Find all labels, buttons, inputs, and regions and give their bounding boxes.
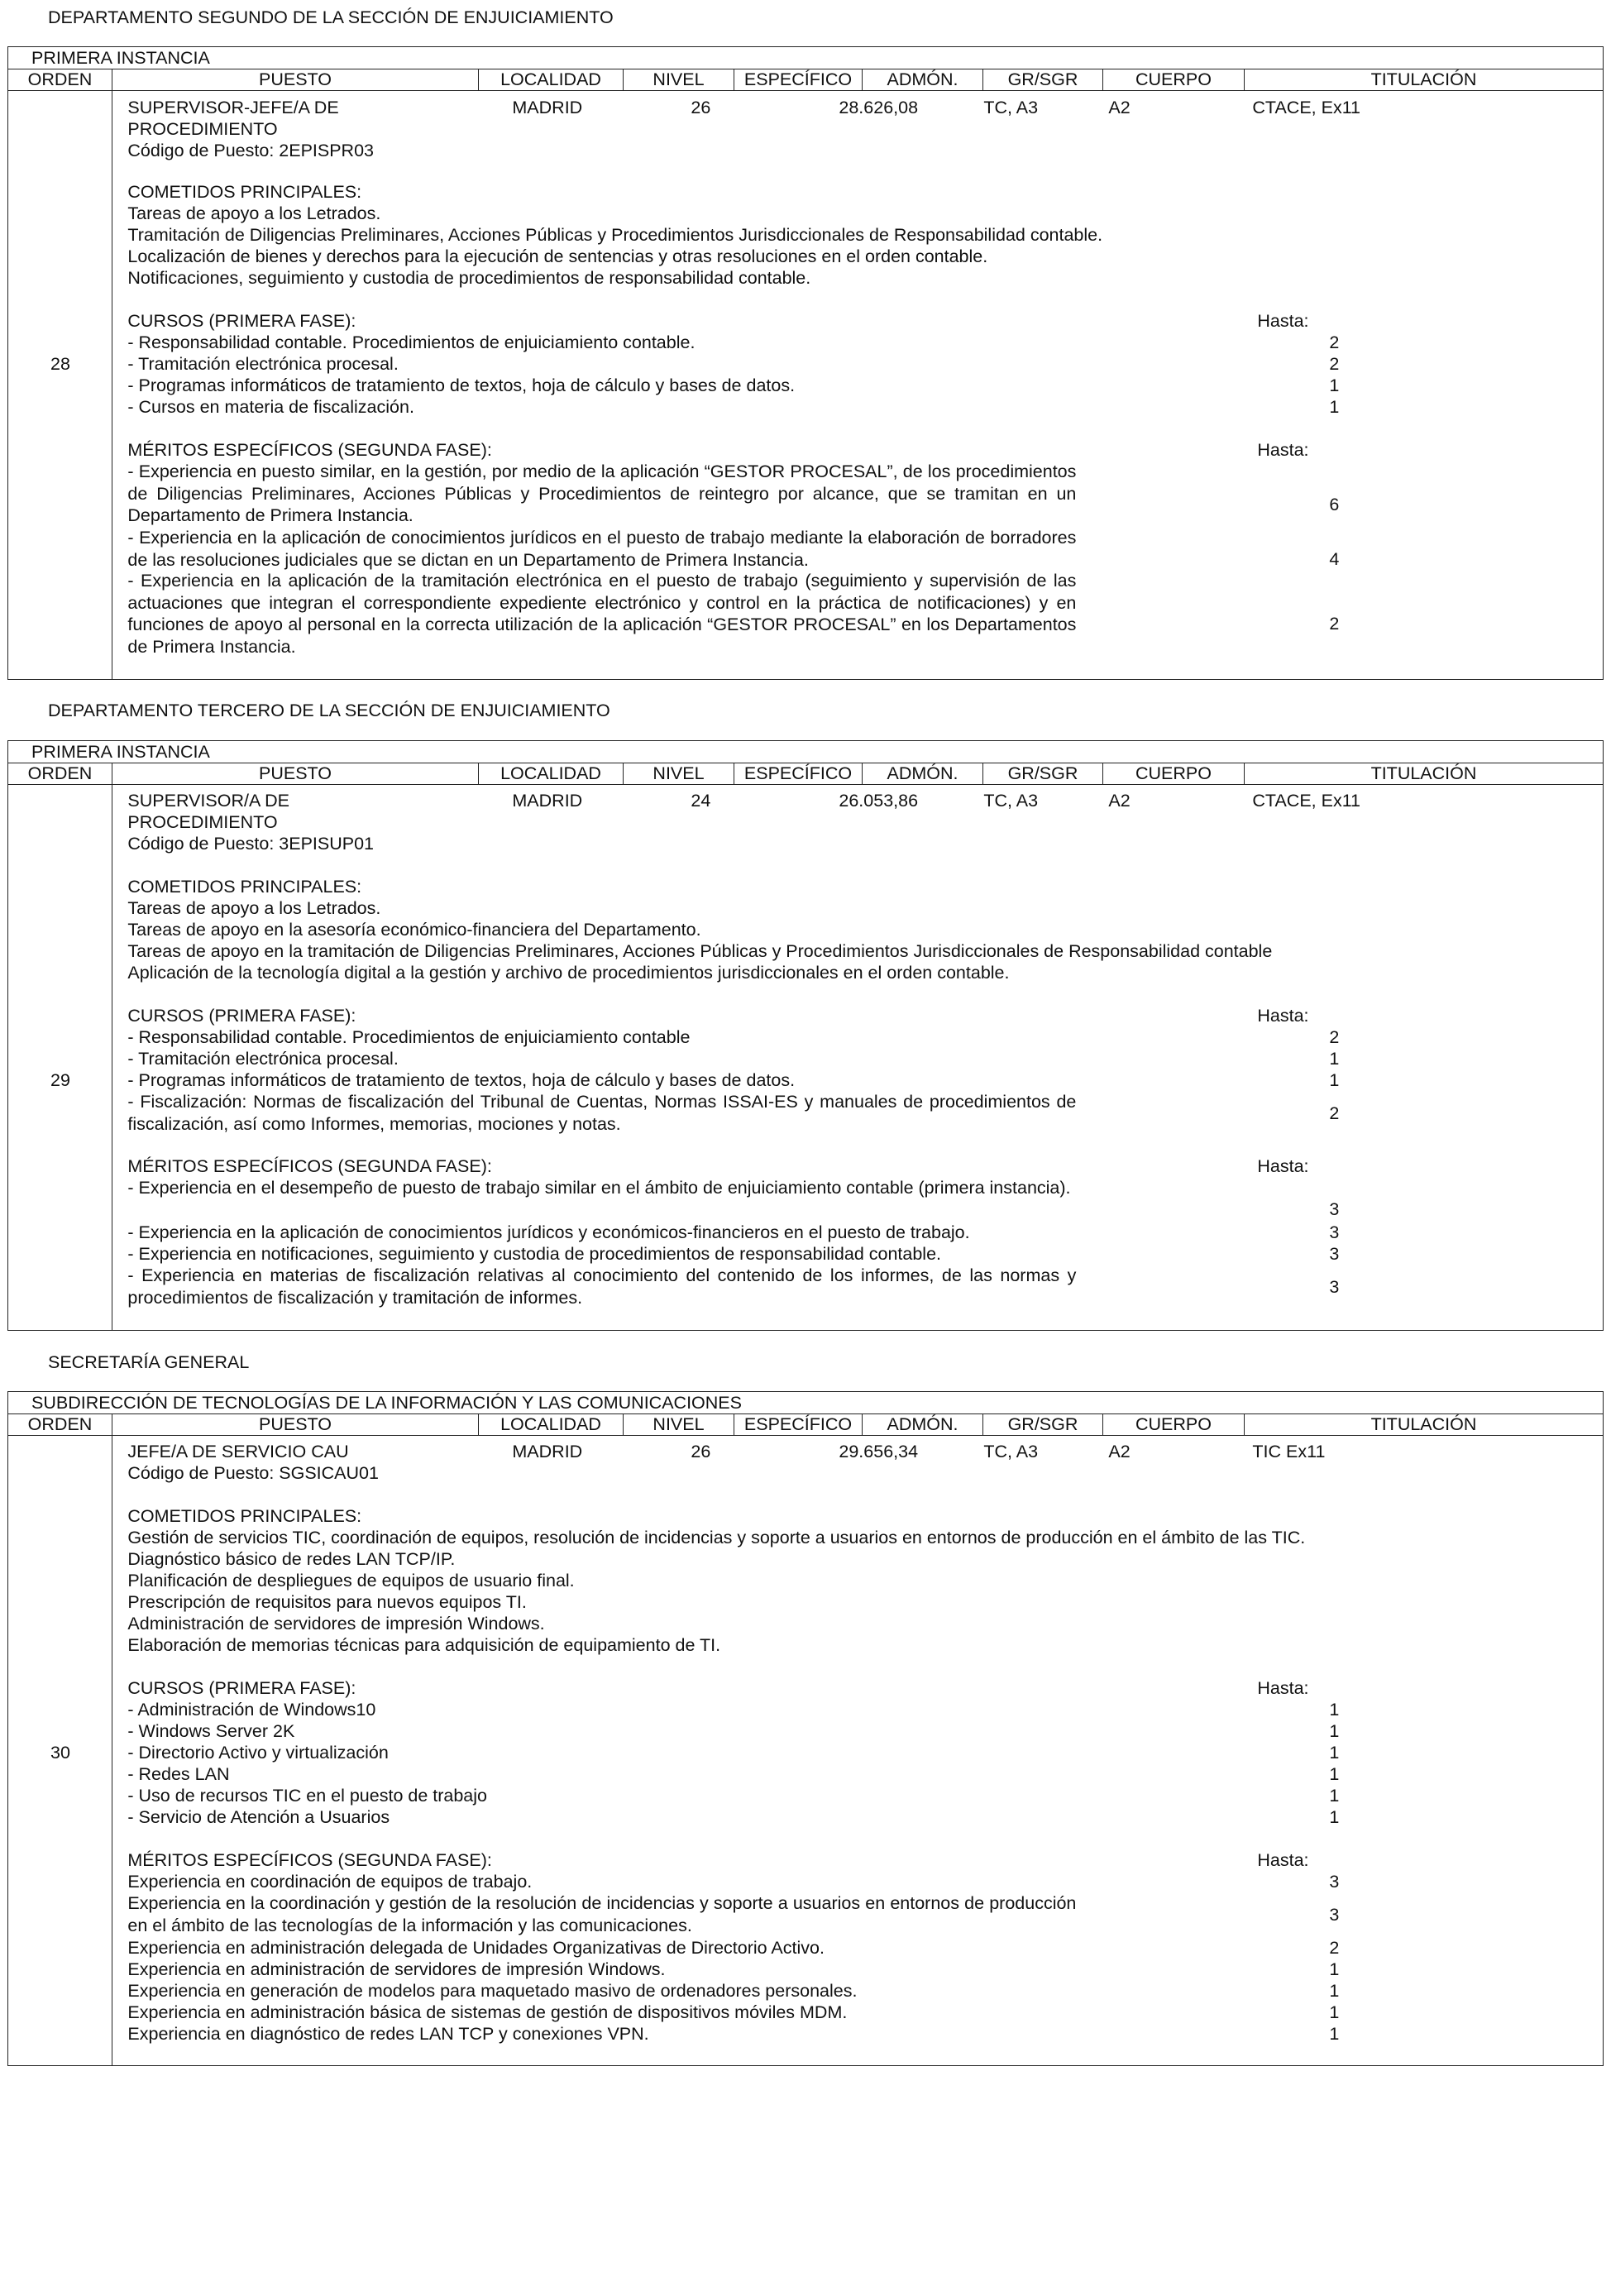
- orden-number: 28: [50, 354, 70, 375]
- department-heading: SECRETARÍA GENERAL: [48, 1352, 250, 1372]
- puesto-line: JEFE/A DE SERVICIO CAU: [127, 1442, 349, 1462]
- curso-item: - Directorio Activo y virtualización: [127, 1743, 389, 1763]
- cometidos-title: COMETIDOS PRINCIPALES:: [127, 182, 362, 203]
- orden-number: 30: [50, 1743, 70, 1763]
- curso-points: 1: [1329, 1049, 1340, 1069]
- puesto-line: Código de Puesto: 3EPISUP01: [127, 834, 374, 854]
- cometido-line: Prescripción de requisitos para nuevos equipos TI.: [127, 1592, 527, 1613]
- merito-points: 3: [1329, 1872, 1340, 1892]
- column-header: LOCALIDAD: [479, 69, 624, 90]
- merito-item: Experiencia en administración de servidores de impresión Windows.: [127, 1959, 666, 1980]
- merito-item: Experiencia en administración delegada de Unidades Organizativas de Directorio Activo.: [127, 1938, 825, 1959]
- curso-item: - Responsabilidad contable. Procedimientos de enjuiciamiento contable: [127, 1027, 691, 1048]
- merito-item: - Experiencia en la aplicación de conocimientos jurídicos en el puesto de trabajo mediante la elaboración de borradores de las resoluciones judiciales que se dictan en un Departamento de Primera Instancia.: [127, 528, 1077, 570]
- hasta-label: Hasta:: [1257, 311, 1309, 332]
- department-heading: DEPARTAMENTO SEGUNDO DE LA SECCIÓN DE ENJUICIAMIENTO: [48, 7, 614, 27]
- field-cuerpo: CTACE, Ex11: [1252, 98, 1361, 118]
- meritos-title: MÉRITOS ESPECÍFICOS (SEGUNDA FASE):: [127, 440, 492, 461]
- curso-item: - Tramitación electrónica procesal.: [127, 354, 399, 375]
- column-header: CUERPO: [1103, 763, 1245, 784]
- curso-points: 1: [1329, 1764, 1340, 1785]
- cometido-line: Localización de bienes y derechos para la ejecución de sentencias y otras resoluciones en el orden contable.: [127, 246, 988, 267]
- cometido-line: Tramitación de Diligencias Preliminares, Acciones Públicas y Procedimientos Jurisdiccionales de Responsabilidad contable.: [127, 225, 1103, 246]
- column-header: GR/SGR: [983, 69, 1103, 90]
- field-localidad: MADRID: [512, 791, 583, 811]
- field-especifico: 28.626,08: [839, 98, 919, 118]
- cursos-title: CURSOS (PRIMERA FASE):: [127, 311, 356, 332]
- column-header: CUERPO: [1103, 1414, 1245, 1435]
- curso-item: - Administración de Windows10: [127, 1700, 376, 1720]
- column-header: ADMÓN.: [863, 1414, 983, 1435]
- column-header: ADMÓN.: [863, 763, 983, 784]
- curso-item: - Cursos en materia de fiscalización.: [127, 397, 414, 418]
- curso-item: - Redes LAN: [127, 1764, 230, 1785]
- curso-points: 1: [1329, 1721, 1340, 1742]
- puesto-line: SUPERVISOR/A DE: [127, 791, 289, 811]
- field-localidad: MADRID: [512, 1442, 583, 1462]
- merito-points: 1: [1329, 2024, 1340, 2045]
- cometido-line: Notificaciones, seguimiento y custodia de procedimientos de responsabilidad contable.: [127, 268, 811, 289]
- puesto-line: Código de Puesto: SGSICAU01: [127, 1463, 379, 1484]
- curso-item: - Tramitación electrónica procesal.: [127, 1049, 399, 1069]
- field-localidad: MADRID: [512, 98, 583, 118]
- column-header: GR/SGR: [983, 1414, 1103, 1435]
- hasta-label: Hasta:: [1257, 1850, 1309, 1871]
- merito-points: 3: [1329, 1905, 1340, 1925]
- cometido-line: Planificación de despliegues de equipos de usuario final.: [127, 1571, 575, 1591]
- field-gr: A2: [1108, 1442, 1131, 1462]
- cursos-title: CURSOS (PRIMERA FASE):: [127, 1678, 356, 1699]
- merito-points: 2: [1329, 614, 1340, 634]
- column-header: TITULACIÓN: [1370, 763, 1477, 783]
- column-header: NIVEL: [624, 1414, 734, 1435]
- curso-item: - Uso de recursos TIC en el puesto de trabajo: [127, 1786, 487, 1806]
- field-admon: TC, A3: [983, 1442, 1039, 1462]
- merito-item: - Experiencia en el desempeño de puesto de trabajo similar en el ámbito de enjuiciamiento contable (primera instancia).: [127, 1178, 1071, 1198]
- field-admon: TC, A3: [983, 98, 1039, 118]
- field-especifico: 26.053,86: [839, 791, 919, 811]
- field-admon: TC, A3: [983, 791, 1039, 811]
- table-header-row: [8, 763, 1603, 785]
- merito-points: 4: [1329, 549, 1340, 570]
- orden-column: [8, 785, 112, 1331]
- orden-number: 29: [50, 1070, 70, 1091]
- column-header: ORDEN: [8, 69, 112, 90]
- merito-item: Experiencia en coordinación de equipos de trabajo.: [127, 1872, 533, 1892]
- merito-points: 1: [1329, 1959, 1340, 1980]
- cometidos-title: COMETIDOS PRINCIPALES:: [127, 877, 362, 897]
- department-heading: DEPARTAMENTO TERCERO DE LA SECCIÓN DE ENJUICIAMIENTO: [48, 701, 610, 720]
- merito-item: - Experiencia en la aplicación de conocimientos jurídicos y económicos-financieros en el puesto de trabajo.: [127, 1222, 970, 1243]
- hasta-label: Hasta:: [1257, 1156, 1309, 1177]
- column-header: NIVEL: [624, 763, 734, 784]
- curso-points: 2: [1329, 1027, 1340, 1048]
- curso-points: 1: [1329, 1743, 1340, 1763]
- table-subheading: PRIMERA INSTANCIA: [8, 47, 1603, 69]
- cometido-line: Diagnóstico básico de redes LAN TCP/IP.: [127, 1549, 456, 1570]
- cometido-line: Aplicación de la tecnología digital a la gestión y archivo de procedimientos jurisdiccionales en el orden contable.: [127, 963, 1010, 983]
- curso-item: - Fiscalización: Normas de fiscalización del Tribunal de Cuentas, Normas ISSAI-ES y manuales de procedimientos de fiscalización, así como Informes, memorias, mociones y notas.: [127, 1092, 1077, 1134]
- merito-item: Experiencia en diagnóstico de redes LAN TCP y conexiones VPN.: [127, 2024, 649, 2045]
- cometido-line: Tareas de apoyo a los Letrados.: [127, 203, 381, 224]
- cometidos-title: COMETIDOS PRINCIPALES:: [127, 1506, 362, 1527]
- merito-points: 1: [1329, 1981, 1340, 2002]
- column-header: PUESTO: [112, 1414, 479, 1435]
- column-header: TITULACIÓN: [1370, 69, 1477, 89]
- puesto-line: PROCEDIMIENTO: [127, 812, 278, 833]
- position-table: [7, 46, 1604, 680]
- merito-points: 3: [1329, 1199, 1340, 1220]
- merito-points: 3: [1329, 1222, 1340, 1243]
- puesto-line: Código de Puesto: 2EPISPR03: [127, 141, 374, 161]
- puesto-line: SUPERVISOR-JEFE/A DE: [127, 98, 339, 118]
- field-gr: A2: [1108, 98, 1131, 118]
- column-header: ADMÓN.: [863, 69, 983, 90]
- table-subheading: PRIMERA INSTANCIA: [8, 741, 1603, 763]
- curso-points: 2: [1329, 354, 1340, 375]
- curso-item: - Programas informáticos de tratamiento de textos, hoja de cálculo y bases de datos.: [127, 1070, 796, 1091]
- meritos-title: MÉRITOS ESPECÍFICOS (SEGUNDA FASE):: [127, 1850, 492, 1871]
- cometido-line: Tareas de apoyo en la asesoría económico-financiera del Departamento.: [127, 920, 701, 940]
- position-table: [7, 1391, 1604, 2066]
- column-header: ORDEN: [8, 1414, 112, 1435]
- curso-points: 1: [1329, 1786, 1340, 1806]
- curso-points: 2: [1329, 1103, 1340, 1124]
- field-nivel: 24: [691, 791, 711, 811]
- merito-points: 1: [1329, 2002, 1340, 2023]
- meritos-title: MÉRITOS ESPECÍFICOS (SEGUNDA FASE):: [127, 1156, 492, 1177]
- field-cuerpo: CTACE, Ex11: [1252, 791, 1361, 811]
- field-nivel: 26: [691, 98, 711, 118]
- merito-item: Experiencia en administración básica de sistemas de gestión de dispositivos móviles MDM.: [127, 2002, 848, 2023]
- merito-item: Experiencia en la coordinación y gestión de la resolución de incidencias y soporte a usuarios en entornos de producción en el ámbito de las tecnologías de la información y las comunicaciones.: [127, 1893, 1077, 1935]
- hasta-label: Hasta:: [1257, 1678, 1309, 1699]
- column-header: LOCALIDAD: [479, 763, 624, 784]
- merito-item: - Experiencia en notificaciones, seguimiento y custodia de procedimientos de responsabilidad contable.: [127, 1244, 942, 1265]
- field-nivel: 26: [691, 1442, 711, 1462]
- field-especifico: 29.656,34: [839, 1442, 919, 1462]
- table-subheading: SUBDIRECCIÓN DE TECNOLOGÍAS DE LA INFORMACIÓN Y LAS COMUNICACIONES: [8, 1392, 1603, 1414]
- puesto-line: PROCEDIMIENTO: [127, 119, 278, 140]
- field-cuerpo: TIC Ex11: [1252, 1442, 1326, 1462]
- column-header: PUESTO: [112, 69, 479, 90]
- curso-item: - Windows Server 2K: [127, 1721, 295, 1742]
- merito-points: 3: [1329, 1244, 1340, 1265]
- column-header: ORDEN: [8, 763, 112, 784]
- column-header: NIVEL: [624, 69, 734, 90]
- cometido-line: Elaboración de memorias técnicas para adquisición de equipamiento de TI.: [127, 1635, 721, 1656]
- position-table: [7, 740, 1604, 1331]
- merito-points: 6: [1329, 495, 1340, 515]
- table-header-row: [8, 1414, 1603, 1436]
- merito-points: 3: [1329, 1277, 1340, 1298]
- cometido-line: Tareas de apoyo a los Letrados.: [127, 898, 381, 919]
- orden-column: [8, 91, 112, 680]
- column-header: TITULACIÓN: [1370, 1414, 1477, 1434]
- cometido-line: Tareas de apoyo en la tramitación de Diligencias Preliminares, Acciones Públicas y Procedimientos Jurisdiccionales de Responsabilidad contable: [127, 941, 1273, 962]
- curso-item: - Servicio de Atención a Usuarios: [127, 1807, 390, 1828]
- column-header: ESPECÍFICO: [734, 69, 863, 90]
- hasta-label: Hasta:: [1257, 440, 1309, 461]
- merito-points: 2: [1329, 1938, 1340, 1959]
- curso-points: 1: [1329, 1807, 1340, 1828]
- column-header: ESPECÍFICO: [734, 1414, 863, 1435]
- column-header: LOCALIDAD: [479, 1414, 624, 1435]
- curso-points: 1: [1329, 397, 1340, 418]
- merito-item: Experiencia en generación de modelos para maquetado masivo de ordenadores personales.: [127, 1981, 858, 2002]
- curso-item: - Programas informáticos de tratamiento de textos, hoja de cálculo y bases de datos.: [127, 375, 796, 396]
- cometido-line: Administración de servidores de impresión Windows.: [127, 1614, 545, 1634]
- hasta-label: Hasta:: [1257, 1006, 1309, 1026]
- curso-points: 2: [1329, 332, 1340, 353]
- field-gr: A2: [1108, 791, 1131, 811]
- cometido-line: Gestión de servicios TIC, coordinación de equipos, resolución de incidencias y soporte a usuarios en entornos de producción en el ámbito de las TIC.: [127, 1528, 1306, 1548]
- cursos-title: CURSOS (PRIMERA FASE):: [127, 1006, 356, 1026]
- curso-points: 1: [1329, 1700, 1340, 1720]
- column-header: GR/SGR: [983, 763, 1103, 784]
- merito-item: - Experiencia en materias de fiscalización relativas al conocimiento del contenido de los informes, de las normas y procedimientos de fiscalización y tramitación de informes.: [127, 1265, 1077, 1308]
- merito-item: - Experiencia en puesto similar, en la gestión, por medio de la aplicación “GESTOR PROCESAL”, de los procedimientos de Diligencias Preliminares, Acciones Públicas y Procedimientos de reintegro por alcance, que se tramitan en un Departamento de Primera Instancia.: [127, 462, 1077, 526]
- curso-points: 1: [1329, 375, 1340, 396]
- column-header: CUERPO: [1103, 69, 1245, 90]
- column-header: PUESTO: [112, 763, 479, 784]
- table-header-row: [8, 69, 1603, 91]
- merito-item: - Experiencia en la aplicación de la tramitación electrónica en el puesto de trabajo (seguimiento y supervisión de las actuaciones que integran el correspondiente expediente electrónico y control en la práctica de notificaciones) y en funciones de apoyo al personal en la correcta utilización de la aplicación “GESTOR PROCESAL” en los Departamentos de Primera Instancia.: [127, 571, 1077, 657]
- curso-points: 1: [1329, 1070, 1340, 1091]
- column-header: ESPECÍFICO: [734, 763, 863, 784]
- curso-item: - Responsabilidad contable. Procedimientos de enjuiciamiento contable.: [127, 332, 696, 353]
